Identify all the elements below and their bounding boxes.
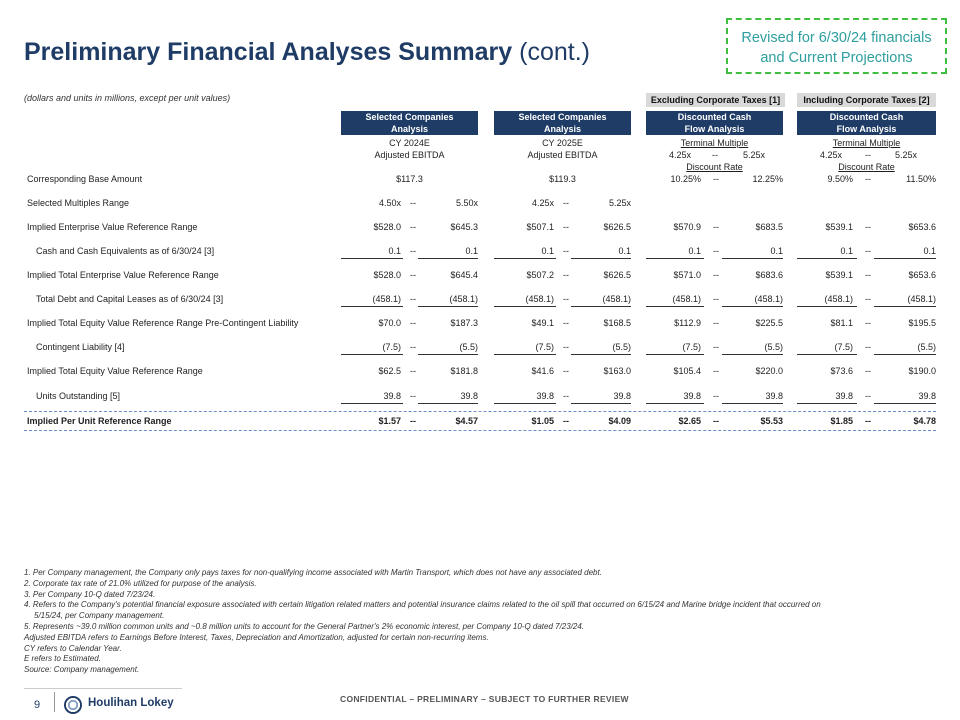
range-high-value: $683.6 <box>755 270 783 280</box>
range-high-value: $626.5 <box>603 270 631 280</box>
revised-note-line1: Revised for 6/30/24 financials <box>741 30 932 46</box>
range-high-value: (458.1) <box>449 294 478 304</box>
range-low-value: $539.1 <box>825 222 853 232</box>
range-low-value: $81.1 <box>830 318 853 328</box>
discount-rate-label: Discount Rate <box>686 162 743 172</box>
range-separator: -- <box>713 366 719 376</box>
range-high-value: 39.8 <box>918 391 936 401</box>
cell-underline <box>418 306 478 307</box>
cell-underline <box>722 306 783 307</box>
footer-rule <box>24 688 182 689</box>
col-header-line1: Discounted Cash <box>677 112 752 122</box>
range-high-value: $626.5 <box>603 222 631 232</box>
row-label: Implied Per Unit Reference Range <box>27 416 172 426</box>
terminal-multiple-high: 5.25x <box>742 150 765 160</box>
range-high-value: 5.50x <box>455 198 478 208</box>
row-label: Implied Total Equity Value Reference Range <box>27 366 203 376</box>
range-high-value: $190.0 <box>908 366 936 376</box>
col-header-line1: Selected Companies <box>518 112 607 122</box>
footnote: 2. Corporate tax rate of 21.0% utilized for purpose of the analysis. <box>24 578 257 588</box>
row-label: Contingent Liability [4] <box>36 342 125 352</box>
cell-underline <box>494 258 556 259</box>
footnote: E refers to Estimated. <box>24 654 101 664</box>
col-header-line2: Flow Analysis <box>684 123 745 134</box>
cell-underline <box>418 403 478 404</box>
range-separator: -- <box>865 318 871 328</box>
range-low-value: 39.8 <box>683 391 701 401</box>
range-separator: -- <box>410 391 416 401</box>
footnote: Adjusted EBITDA refers to Earnings Before Interest, Taxes, Depreciation and Amortization, adjusted for certain non-recurring items. <box>24 632 489 642</box>
terminal-multiple-sep: -- <box>865 150 871 160</box>
range-low-value: (458.1) <box>824 294 853 304</box>
cell-underline <box>341 354 403 355</box>
cell-underline <box>722 354 783 355</box>
row-label: Total Debt and Capital Leases as of 6/30/24 [3] <box>36 294 224 304</box>
range-low-value: $571.0 <box>673 270 701 280</box>
cell-underline <box>646 258 704 259</box>
confidential-label: CONFIDENTIAL – PRELIMINARY – SUBJECT TO FURTHER REVIEW <box>340 694 629 704</box>
row-label: Cash and Cash Equivalents as of 6/30/24 [3] <box>36 246 215 256</box>
row-label: Units Outstanding [5] <box>36 391 121 401</box>
range-high-value: $4.57 <box>455 416 478 426</box>
range-low-value: 39.8 <box>536 391 554 401</box>
range-low-value: (458.1) <box>372 294 401 304</box>
range-high-value: $645.4 <box>450 270 478 280</box>
range-high-value: 0.1 <box>465 246 478 256</box>
terminal-multiple-label: Terminal Multiple <box>680 138 749 148</box>
range-low-value: $73.6 <box>830 366 853 376</box>
range-separator: -- <box>410 270 416 280</box>
range-high-value: 0.1 <box>923 246 936 256</box>
range-separator: -- <box>410 416 416 426</box>
range-low-value: $112.9 <box>674 318 701 328</box>
including-taxes-header: Including Corporate Taxes [2] <box>797 93 936 107</box>
range-low-value: (7.5) <box>535 342 554 352</box>
cell-underline <box>646 354 704 355</box>
range-high-value: $653.6 <box>908 270 936 280</box>
range-separator: -- <box>865 174 871 184</box>
range-low-value: $528.0 <box>373 222 401 232</box>
range-low-value: (458.1) <box>672 294 701 304</box>
row-label: Implied Enterprise Value Reference Range <box>27 222 198 232</box>
range-low-value: 0.1 <box>688 246 701 256</box>
cell-underline <box>571 403 631 404</box>
range-high-value: $163.0 <box>603 366 631 376</box>
range-low-value: $41.6 <box>531 366 554 376</box>
range-high-value: 11.50% <box>906 174 936 184</box>
range-low-value: $507.1 <box>526 222 554 232</box>
cell-underline <box>722 258 783 259</box>
terminal-multiple-label: Terminal Multiple <box>832 138 901 148</box>
cell-underline <box>418 354 478 355</box>
range-separator: -- <box>713 174 719 184</box>
range-separator: -- <box>410 318 416 328</box>
range-low-value: (7.5) <box>382 342 401 352</box>
range-separator: -- <box>865 391 871 401</box>
range-separator: -- <box>713 270 719 280</box>
range-separator: -- <box>563 198 569 208</box>
range-low-value: 9.50% <box>827 174 853 184</box>
excluding-taxes-header: Excluding Corporate Taxes [1] <box>646 93 785 107</box>
row-label: Implied Total Equity Value Reference Range Pre-Contingent Liability <box>27 318 299 328</box>
range-low-value: $1.05 <box>531 416 554 426</box>
range-low-value: $70.0 <box>378 318 401 328</box>
range-low-value: $1.57 <box>378 416 401 426</box>
cell-underline <box>571 306 631 307</box>
col-header-line1: Selected Companies <box>365 112 454 122</box>
range-separator: -- <box>713 222 719 232</box>
range-high-value: (5.5) <box>917 342 936 352</box>
table-cell-value: $117.3 <box>396 174 423 184</box>
range-low-value: 0.1 <box>840 246 853 256</box>
range-high-value: (458.1) <box>602 294 631 304</box>
terminal-multiple-high: 5.25x <box>894 150 917 160</box>
footnote: 5/15/24, per Company management. <box>34 611 165 621</box>
col-header-dcf-excl <box>646 111 783 135</box>
range-high-value: $5.53 <box>760 416 783 426</box>
col-header-line2: Flow Analysis <box>836 123 897 134</box>
footnotes <box>24 568 936 676</box>
terminal-multiple-low: 4.25x <box>668 150 691 160</box>
range-high-value: (458.1) <box>907 294 936 304</box>
cell-underline <box>494 354 556 355</box>
cell-underline <box>494 306 556 307</box>
footnote: 5. Represents ~39.0 million common units and ~0.8 million units to account for the General Partner's 2% economic interest, per Company 10-Q dated 7/23/24. <box>24 621 585 631</box>
range-high-value: $645.3 <box>450 222 478 232</box>
page-title: Preliminary Financial Analyses Summary (cont.) <box>24 38 590 66</box>
houlihan-lokey-logo-icon <box>64 696 82 714</box>
range-high-value: $195.5 <box>908 318 936 328</box>
footnote: Source: Company management. <box>24 665 140 675</box>
terminal-multiple-sep: -- <box>712 150 718 160</box>
cell-underline <box>571 258 631 259</box>
range-high-value: 5.25x <box>608 198 631 208</box>
range-low-value: 4.50x <box>378 198 401 208</box>
revised-note-line2: and Current Projections <box>760 50 913 66</box>
col-header-line2: Analysis <box>390 123 429 134</box>
range-low-value: 39.8 <box>383 391 401 401</box>
range-separator: -- <box>410 246 416 256</box>
cell-underline <box>646 403 704 404</box>
page-title-suffix: (cont.) <box>519 38 590 66</box>
range-separator: -- <box>563 342 569 352</box>
range-separator: -- <box>563 416 569 426</box>
range-high-value: (5.5) <box>764 342 783 352</box>
range-low-value: 0.1 <box>541 246 554 256</box>
col-sub2: Adjusted EBITDA <box>527 150 598 160</box>
range-low-value: $2.65 <box>678 416 701 426</box>
range-high-value: $683.5 <box>755 222 783 232</box>
range-high-value: 39.8 <box>613 391 631 401</box>
cell-underline <box>874 403 936 404</box>
range-low-value: (7.5) <box>834 342 853 352</box>
cell-underline <box>341 306 403 307</box>
range-low-value: $528.0 <box>373 270 401 280</box>
range-low-value: 39.8 <box>835 391 853 401</box>
col-sub2: Adjusted EBITDA <box>374 150 445 160</box>
row-label: Corresponding Base Amount <box>27 174 143 184</box>
range-high-value: $181.8 <box>450 366 478 376</box>
cell-underline <box>797 306 857 307</box>
col-header-line2: Analysis <box>543 123 582 134</box>
row-label: Implied Total Enterprise Value Reference Range <box>27 270 219 280</box>
range-low-value: 4.25x <box>531 198 554 208</box>
range-high-value: 0.1 <box>618 246 631 256</box>
range-low-value: $539.1 <box>825 270 853 280</box>
cell-underline <box>494 403 556 404</box>
range-separator: -- <box>563 318 569 328</box>
range-separator: -- <box>865 366 871 376</box>
range-separator: -- <box>410 294 416 304</box>
cell-underline <box>874 354 936 355</box>
range-high-value: $225.5 <box>755 318 783 328</box>
range-high-value: 0.1 <box>770 246 783 256</box>
cell-underline <box>571 354 631 355</box>
col-sub1: CY 2024E <box>389 138 430 148</box>
range-high-value: $4.78 <box>913 416 936 426</box>
footnote: 3. Per Company 10-Q dated 7/23/24. <box>24 589 156 599</box>
range-separator: -- <box>563 246 569 256</box>
col-header-line1: Discounted Cash <box>829 112 904 122</box>
range-high-value: 12.25% <box>752 174 783 184</box>
range-high-value: $4.09 <box>608 416 631 426</box>
range-separator: -- <box>713 416 719 426</box>
cell-underline <box>341 403 403 404</box>
range-high-value: $187.3 <box>450 318 478 328</box>
footnote: 4. Refers to the Company's potential financial exposure associated with certain litigation related matters and potential insurance claims related to the oil spill that occurred on 6/15/24 and Marine bridge incident that occurred on <box>24 600 821 610</box>
cell-underline <box>797 258 857 259</box>
range-separator: -- <box>713 246 719 256</box>
range-separator: -- <box>713 318 719 328</box>
cell-underline <box>797 354 857 355</box>
range-separator: -- <box>410 198 416 208</box>
range-separator: -- <box>563 366 569 376</box>
discount-rate-label: Discount Rate <box>838 162 895 172</box>
units-note: (dollars and units in millions, except per unit values) <box>24 93 231 103</box>
cell-underline <box>341 258 403 259</box>
range-separator: -- <box>865 222 871 232</box>
range-separator: -- <box>563 391 569 401</box>
range-separator: -- <box>410 342 416 352</box>
range-separator: -- <box>563 222 569 232</box>
col-header-sca-2025 <box>494 111 631 135</box>
col-header-sca-2024 <box>341 111 478 135</box>
range-high-value: (5.5) <box>459 342 478 352</box>
col-sub1: CY 2025E <box>542 138 583 148</box>
col-header-dcf-incl <box>797 111 936 135</box>
range-separator: -- <box>865 342 871 352</box>
footnote: 1. Per Company management, the Company only pays taxes for non-qualifying income associated with Martin Transport, which does not have any associated debt. <box>24 568 602 577</box>
range-low-value: $570.9 <box>673 222 701 232</box>
range-low-value: (7.5) <box>682 342 701 352</box>
range-high-value: $168.5 <box>603 318 631 328</box>
range-low-value: $62.5 <box>378 366 401 376</box>
row-label: Selected Multiples Range <box>27 198 130 208</box>
table-cell-value: $119.3 <box>549 174 576 184</box>
range-low-value: 10.25% <box>670 174 701 184</box>
range-separator: -- <box>563 270 569 280</box>
range-high-value: 39.8 <box>460 391 478 401</box>
range-separator: -- <box>713 294 719 304</box>
page-number: 9 <box>34 699 41 711</box>
cell-underline <box>722 403 783 404</box>
range-separator: -- <box>865 270 871 280</box>
cell-underline <box>797 403 857 404</box>
range-high-value: (5.5) <box>612 342 631 352</box>
range-low-value: (458.1) <box>525 294 554 304</box>
range-low-value: $49.1 <box>531 318 554 328</box>
range-separator: -- <box>410 366 416 376</box>
range-separator: -- <box>865 294 871 304</box>
range-separator: -- <box>410 222 416 232</box>
revised-note <box>726 18 947 74</box>
range-low-value: 0.1 <box>388 246 401 256</box>
footer-separator <box>54 692 55 712</box>
range-high-value: (458.1) <box>754 294 783 304</box>
range-low-value: $507.2 <box>526 270 554 280</box>
range-high-value: 39.8 <box>765 391 783 401</box>
range-separator: -- <box>563 294 569 304</box>
range-low-value: $1.85 <box>830 416 853 426</box>
range-separator: -- <box>713 391 719 401</box>
logo-text: Houlihan Lokey <box>88 697 174 709</box>
cell-underline <box>874 258 936 259</box>
range-separator: -- <box>713 342 719 352</box>
range-separator: -- <box>865 246 871 256</box>
cell-underline <box>646 306 704 307</box>
cell-underline <box>874 306 936 307</box>
range-high-value: $653.6 <box>908 222 936 232</box>
final-row-highlight <box>24 411 936 431</box>
range-high-value: $220.0 <box>755 366 783 376</box>
footnote: CY refers to Calendar Year. <box>24 643 122 653</box>
range-low-value: $105.4 <box>673 366 701 376</box>
range-separator: -- <box>865 416 871 426</box>
cell-underline <box>418 258 478 259</box>
terminal-multiple-low: 4.25x <box>819 150 842 160</box>
